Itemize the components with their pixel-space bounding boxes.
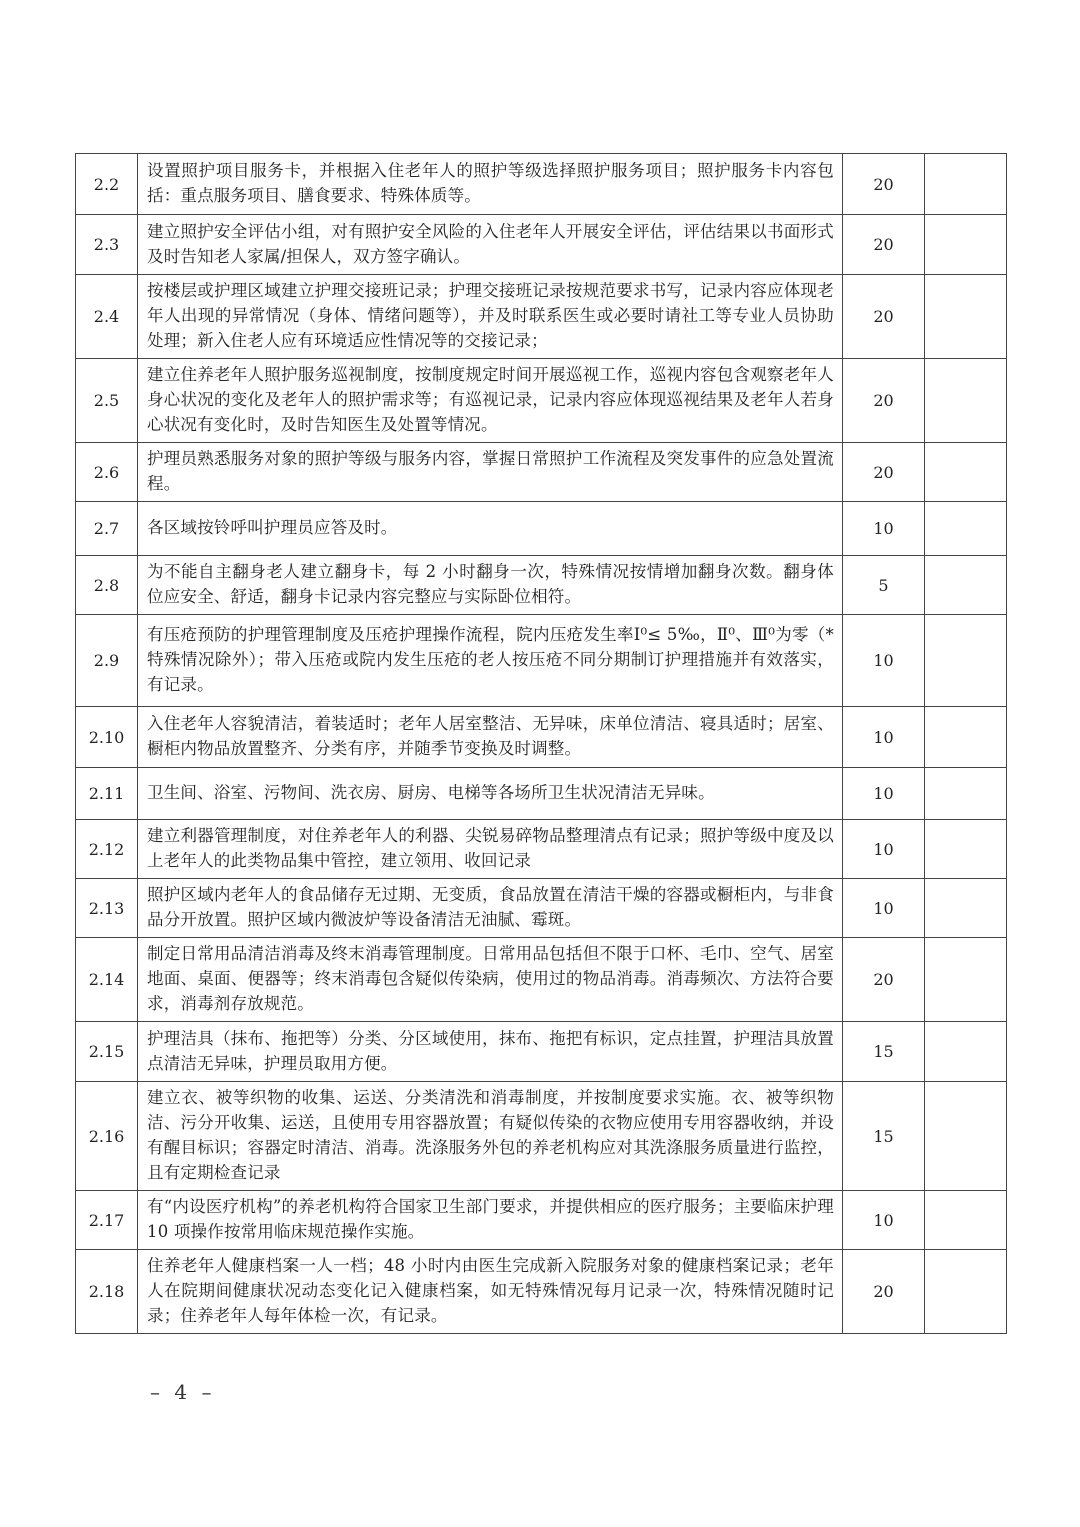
item-number: 2.14: [76, 938, 138, 1022]
item-number: 2.10: [76, 707, 138, 768]
item-number: 2.16: [76, 1082, 138, 1191]
item-score: 20: [843, 154, 925, 215]
item-score: 10: [843, 615, 925, 707]
table-row: [76, 502, 1007, 556]
item-score: 10: [843, 707, 925, 768]
table-row: [76, 154, 1007, 215]
table-row: [76, 275, 1007, 359]
item-content: 住养老年人健康档案一人一档；48 小时内由医生完成新入院服务对象的健康档案记录；老年人在院期间健康状况动态变化记入健康档案，如无特殊情况每月记录一次，特殊情况随时记录；住养老年人每年体检一次，有记录。: [138, 1250, 843, 1334]
item-content: 制定日常用品清洁消毒及终末消毒管理制度。日常用品包括但不限于口杯、毛巾、空气、居室地面、桌面、便器等；终末消毒包含疑似传染病，使用过的物品消毒。消毒频次、方法符合要求，消毒剂存放规范。: [138, 938, 843, 1022]
item-number: 2.12: [76, 820, 138, 879]
item-number: 2.4: [76, 275, 138, 359]
item-content: 各区域按铃呼叫护理员应答及时。: [138, 502, 843, 556]
item-score: 15: [843, 1022, 925, 1082]
item-content: 入住老年人容貌清洁，着装适时；老年人居室整洁、无异味，床单位清洁、寝具适时；居室、橱柜内物品放置整齐、分类有序，并随季节变换及时调整。: [138, 707, 843, 768]
item-content: 按楼层或护理区域建立护理交接班记录；护理交接班记录按规范要求书写，记录内容应体现老年人出现的异常情况（身体、情绪问题等），并及时联系医生或必要时请社工等专业人员协助处理；新入住老人应有环境适应性情况等的交接记录；: [138, 275, 843, 359]
item-content: 护理员熟悉服务对象的照护等级与服务内容，掌握日常照护工作流程及突发事件的应急处置流程。: [138, 443, 843, 502]
item-content: 照护区域内老年人的食品储存无过期、无变质，食品放置在清洁干燥的容器或橱柜内，与非食品分开放置。照护区域内微波炉等设备清洁无油腻、霉斑。: [138, 879, 843, 938]
item-score: 10: [843, 820, 925, 879]
item-blank-cell: [925, 1022, 1007, 1082]
item-number: 2.18: [76, 1250, 138, 1334]
item-blank-cell: [925, 938, 1007, 1022]
item-content: 有“内设医疗机构”的养老机构符合国家卫生部门要求，并提供相应的医疗服务；主要临床护理 10 项操作按常用临床规范操作实施。: [138, 1191, 843, 1250]
table-row: [76, 1082, 1007, 1191]
table-row: [76, 443, 1007, 502]
item-content: 卫生间、浴室、污物间、洗衣房、厨房、电梯等各场所卫生状况清洁无异味。: [138, 768, 843, 820]
item-number: 2.5: [76, 359, 138, 443]
item-score: 10: [843, 502, 925, 556]
item-score: 20: [843, 359, 925, 443]
evaluation-table: [75, 153, 1007, 1334]
item-number: 2.9: [76, 615, 138, 707]
item-score: 20: [843, 275, 925, 359]
item-score: 20: [843, 443, 925, 502]
table-row: [76, 1250, 1007, 1334]
item-content: 护理洁具（抹布、拖把等）分类、分区域使用，抹布、拖把有标识，定点挂置，护理洁具放置点清洁无异味，护理员取用方便。: [138, 1022, 843, 1082]
table-row: [76, 1191, 1007, 1250]
item-score: 10: [843, 1191, 925, 1250]
item-blank-cell: [925, 502, 1007, 556]
table-row: [76, 615, 1007, 707]
item-blank-cell: [925, 1250, 1007, 1334]
item-blank-cell: [925, 154, 1007, 215]
item-blank-cell: [925, 275, 1007, 359]
item-blank-cell: [925, 443, 1007, 502]
item-number: 2.3: [76, 215, 138, 275]
table-row: [76, 707, 1007, 768]
item-score: 5: [843, 556, 925, 615]
page-number: – 4 –: [150, 1380, 216, 1404]
table-row: [76, 938, 1007, 1022]
table-row: [76, 215, 1007, 275]
item-blank-cell: [925, 615, 1007, 707]
table-row: [76, 359, 1007, 443]
item-content: 建立照护安全评估小组，对有照护安全风险的入住老年人开展安全评估，评估结果以书面形式及时告知老人家属/担保人，双方签字确认。: [138, 215, 843, 275]
item-score: 10: [843, 879, 925, 938]
item-content: 有压疮预防的护理管理制度及压疮护理操作流程，院内压疮发生率Ⅰ⁰≤ 5‰，Ⅱ⁰、Ⅲ⁰为零（*特殊情况除外）；带入压疮或院内发生压疮的老人按压疮不同分期制订护理措施并有效落实，有记录。: [138, 615, 843, 707]
item-blank-cell: [925, 359, 1007, 443]
item-blank-cell: [925, 820, 1007, 879]
item-score: 20: [843, 215, 925, 275]
item-number: 2.15: [76, 1022, 138, 1082]
table-row: [76, 879, 1007, 938]
item-number: 2.7: [76, 502, 138, 556]
item-score: 20: [843, 1250, 925, 1334]
table-row: [76, 556, 1007, 615]
item-number: 2.6: [76, 443, 138, 502]
item-number: 2.13: [76, 879, 138, 938]
table-body: [76, 154, 1007, 1334]
item-blank-cell: [925, 1191, 1007, 1250]
item-blank-cell: [925, 879, 1007, 938]
table-row: [76, 820, 1007, 879]
item-content: 建立住养老年人照护服务巡视制度，按制度规定时间开展巡视工作，巡视内容包含观察老年人身心状况的变化及老年人的照护需求等；有巡视记录，记录内容应体现巡视结果及老年人若身心状况有变化时，及时告知医生及处置等情况。: [138, 359, 843, 443]
item-blank-cell: [925, 707, 1007, 768]
item-number: 2.2: [76, 154, 138, 215]
item-score: 15: [843, 1082, 925, 1191]
item-content: 设置照护项目服务卡，并根据入住老年人的照护等级选择照护服务项目；照护服务卡内容包括：重点服务项目、膳食要求、特殊体质等。: [138, 154, 843, 215]
item-blank-cell: [925, 768, 1007, 820]
item-content: 建立利器管理制度，对住养老年人的利器、尖锐易碎物品整理清点有记录；照护等级中度及以上老年人的此类物品集中管控，建立领用、收回记录: [138, 820, 843, 879]
item-score: 10: [843, 768, 925, 820]
item-number: 2.17: [76, 1191, 138, 1250]
item-content: 为不能自主翻身老人建立翻身卡，每 2 小时翻身一次，特殊情况按情增加翻身次数。翻身体位应安全、舒适，翻身卡记录内容完整应与实际卧位相符。: [138, 556, 843, 615]
item-score: 20: [843, 938, 925, 1022]
item-blank-cell: [925, 215, 1007, 275]
table-row: [76, 768, 1007, 820]
item-content: 建立衣、被等织物的收集、运送、分类清洗和消毒制度，并按制度要求实施。衣、被等织物洁、污分开收集、运送，且使用专用容器放置；有疑似传染的衣物应使用专用容器收纳，并设有醒目标识；容器定时清洁、消毒。洗涤服务外包的养老机构应对其洗涤服务质量进行监控，且有定期检查记录: [138, 1082, 843, 1191]
item-number: 2.8: [76, 556, 138, 615]
item-blank-cell: [925, 1082, 1007, 1191]
item-number: 2.11: [76, 768, 138, 820]
item-blank-cell: [925, 556, 1007, 615]
table-row: [76, 1022, 1007, 1082]
